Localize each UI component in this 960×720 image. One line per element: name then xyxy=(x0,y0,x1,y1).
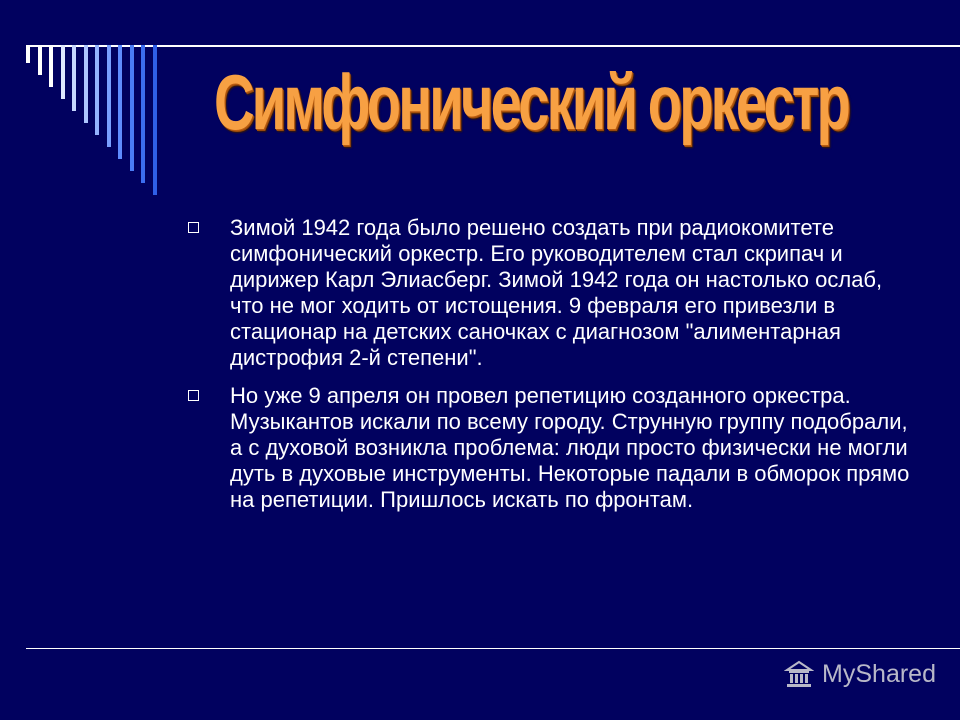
slide-title: Симфонический оркестр xyxy=(214,58,848,146)
decorative-bar xyxy=(95,45,99,135)
bullet-list xyxy=(188,215,918,525)
decorative-bar xyxy=(141,45,145,183)
decorative-bar xyxy=(153,45,157,195)
bullet-item xyxy=(188,383,918,513)
decorative-bar xyxy=(118,45,122,159)
decorative-bar xyxy=(38,45,42,75)
decorative-bar xyxy=(61,45,65,99)
square-bullet-icon xyxy=(188,222,199,233)
bottom-divider-line xyxy=(26,648,960,649)
decorative-bar xyxy=(84,45,88,123)
square-bullet-icon xyxy=(188,390,199,401)
building-icon xyxy=(784,659,814,689)
decorative-bar xyxy=(130,45,134,171)
decorative-bar xyxy=(107,45,111,147)
watermark-text: MyShared xyxy=(822,659,936,688)
bullet-text: Зимой 1942 года было решено создать при радиокомитете симфонический оркестр. Его руководителем стал скрипач и дирижер Карл Элиасберг. Зимой 1942 года он настолько ослаб, что не мог ходить от истощения. 9 февраля его привезли в стационар на детских саночках с диагнозом "алиментарная дистрофия 2-й степени". xyxy=(230,215,883,370)
decorative-bar xyxy=(72,45,76,111)
bullet-text: Но уже 9 апреля он провел репетицию созданного оркестра. Музыкантов искали по всему городу. Струнную группу подобрали, а с духовой возникла проблема: люди просто физически не могли дуть в духовые инструменты. Некоторые падали в обморок прямо на репетиции. Пришлось искать по фронтам. xyxy=(230,383,910,512)
bullet-item xyxy=(188,215,918,371)
watermark-logo xyxy=(784,653,936,695)
decorative-bar xyxy=(49,45,53,87)
decorative-bar xyxy=(26,45,30,63)
